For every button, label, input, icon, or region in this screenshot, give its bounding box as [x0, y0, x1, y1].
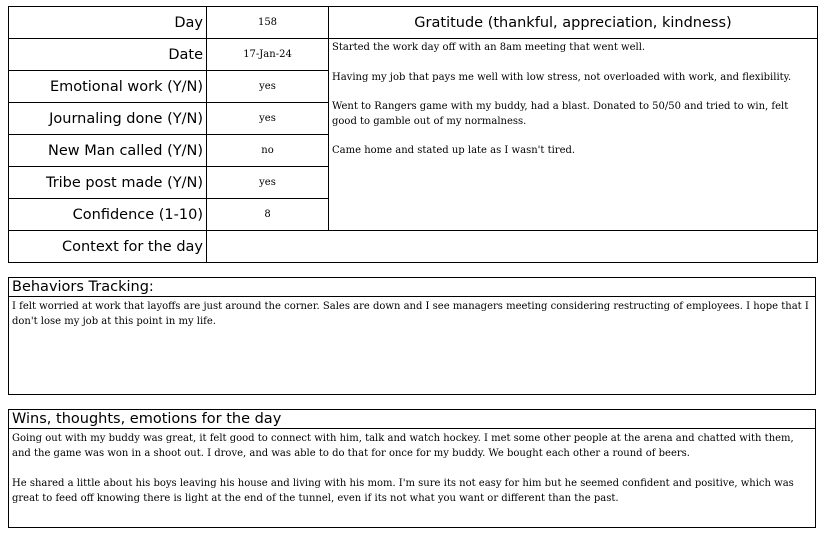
confidence-label[interactable]: Confidence (1-10) — [9, 199, 207, 231]
behaviors-tracking-text[interactable]: I felt worried at work that layoffs are just around the corner. Sales are down and I see managers meeting considering restructing of employees. I hope that I don't lose my job at this point in my life. — [12, 301, 809, 327]
new-man-called-label[interactable]: New Man called (Y/N) — [9, 135, 207, 167]
wins-paragraph: He shared a little about his boys leaving his house and living with his mom. I'm sure its not easy for him but he seemed confident and positive, which was great to feed off knowing there is light at the end of the tunnel, even if its not what you want or different than the past. — [12, 478, 794, 504]
wins-box — [8, 409, 816, 528]
tribe-post-label[interactable]: Tribe post made (Y/N) — [9, 167, 207, 199]
row-date — [9, 39, 818, 71]
day-label[interactable]: Day — [9, 7, 207, 39]
gratitude-entry: Went to Rangers game with my buddy, had a blast. Donated to 50/50 and tried to win, felt good to gamble out of my normalness. — [332, 101, 789, 127]
wins-title[interactable]: Wins, thoughts, emotions for the day — [9, 410, 815, 429]
wins-paragraph: Going out with my buddy was great, it felt good to connect with him, talk and watch hockey. I met some other people at the arena and chatted with them, and the game was won in a shoot out. I drove, and was able to do that for once for my buddy. We bought each other a round of beers. — [12, 433, 794, 459]
tribe-post-value[interactable]: yes — [207, 167, 329, 199]
emotional-work-label[interactable]: Emotional work (Y/N) — [9, 71, 207, 103]
wins-text[interactable] — [9, 429, 815, 523]
behaviors-tracking-box — [8, 277, 816, 395]
date-label[interactable]: Date — [9, 39, 207, 71]
date-value[interactable]: 17-Jan-24 — [207, 39, 329, 71]
journaling-label[interactable]: Journaling done (Y/N) — [9, 103, 207, 135]
row-context — [9, 231, 818, 263]
row-day — [9, 7, 818, 39]
day-value[interactable]: 158 — [207, 7, 329, 39]
gratitude-entry: Having my job that pays me well with low stress, not overloaded with work, and flexibility. — [332, 71, 792, 83]
gratitude-entry: Started the work day off with an 8am meeting that went well. — [332, 42, 646, 53]
context-label[interactable]: Context for the day — [9, 231, 207, 263]
journaling-value[interactable]: yes — [207, 103, 329, 135]
gratitude-title[interactable]: Gratitude (thankful, appreciation, kindness) — [329, 7, 818, 39]
behaviors-tracking-title[interactable]: Behaviors Tracking: — [9, 278, 815, 297]
daily-tracker-table — [8, 6, 818, 263]
gratitude-entry: Came home and stated up late as I wasn't tired. — [332, 145, 576, 156]
context-value[interactable] — [207, 231, 818, 263]
new-man-called-value[interactable]: no — [207, 135, 329, 167]
gratitude-entries[interactable] — [329, 39, 818, 231]
emotional-work-value[interactable]: yes — [207, 71, 329, 103]
confidence-value[interactable]: 8 — [207, 199, 329, 231]
